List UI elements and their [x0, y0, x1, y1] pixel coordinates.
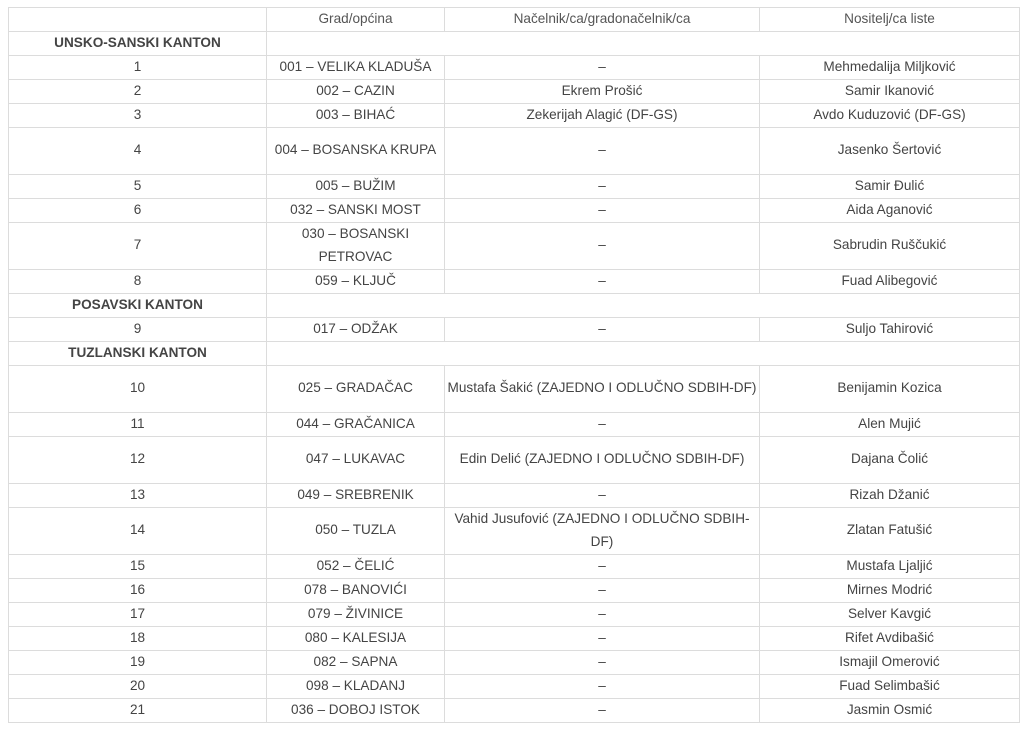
row-number: 15	[9, 554, 267, 578]
list-holder-cell: Samir Ikanović	[760, 79, 1020, 103]
municipality-cell: 001 – VELIKA KLADUŠA	[267, 55, 445, 79]
mayor-cell: –	[445, 198, 760, 222]
table-row	[9, 436, 1020, 483]
list-holder-cell: Alen Mujić	[760, 412, 1020, 436]
municipality-cell: 036 – DOBOJ ISTOK	[267, 698, 445, 722]
table-row	[9, 365, 1020, 412]
table-row	[9, 626, 1020, 650]
municipality-cell: 017 – ODŽAK	[267, 317, 445, 341]
row-number: 16	[9, 578, 267, 602]
candidates-table	[8, 7, 1020, 723]
section-row	[9, 341, 1020, 365]
table-body	[9, 31, 1020, 722]
section-row	[9, 293, 1020, 317]
row-number: 3	[9, 103, 267, 127]
list-holder-cell: Sabrudin Ruščukić	[760, 222, 1020, 269]
row-number: 14	[9, 507, 267, 554]
list-holder-cell: Rifet Avdibašić	[760, 626, 1020, 650]
table-row	[9, 507, 1020, 554]
table-row	[9, 602, 1020, 626]
list-holder-cell: Jasenko Šertović	[760, 127, 1020, 174]
row-number: 10	[9, 365, 267, 412]
section-spacer	[267, 293, 1020, 317]
municipality-cell: 025 – GRADAČAC	[267, 365, 445, 412]
list-holder-cell: Ismajil Omerović	[760, 650, 1020, 674]
list-holder-cell: Mehmedalija Miljković	[760, 55, 1020, 79]
mayor-cell: –	[445, 127, 760, 174]
mayor-cell: –	[445, 602, 760, 626]
list-holder-cell: Fuad Alibegović	[760, 269, 1020, 293]
header-mayor: Načelnik/ca/gradonačelnik/ca	[445, 8, 760, 32]
table-row	[9, 103, 1020, 127]
section-title: UNSKO-SANSKI KANTON	[9, 31, 267, 55]
table-row	[9, 198, 1020, 222]
municipality-cell: 052 – ČELIĆ	[267, 554, 445, 578]
municipality-cell: 002 – CAZIN	[267, 79, 445, 103]
row-number: 2	[9, 79, 267, 103]
municipality-cell: 003 – BIHAĆ	[267, 103, 445, 127]
municipality-cell: 059 – KLJUČ	[267, 269, 445, 293]
row-number: 17	[9, 602, 267, 626]
list-holder-cell: Aida Aganović	[760, 198, 1020, 222]
mayor-cell: –	[445, 483, 760, 507]
row-number: 12	[9, 436, 267, 483]
row-number: 21	[9, 698, 267, 722]
municipality-cell: 005 – BUŽIM	[267, 174, 445, 198]
municipality-cell: 080 – KALESIJA	[267, 626, 445, 650]
list-holder-cell: Avdo Kuduzović (DF-GS)	[760, 103, 1020, 127]
municipality-cell: 004 – BOSANSKA KRUPA	[267, 127, 445, 174]
section-title: TUZLANSKI KANTON	[9, 341, 267, 365]
table-row	[9, 79, 1020, 103]
mayor-cell: Edin Delić (ZAJEDNO I ODLUČNO SDBIH-DF)	[445, 436, 760, 483]
row-number: 13	[9, 483, 267, 507]
row-number: 7	[9, 222, 267, 269]
header-number	[9, 8, 267, 32]
municipality-cell: 044 – GRAČANICA	[267, 412, 445, 436]
municipality-cell: 082 – SAPNA	[267, 650, 445, 674]
section-spacer	[267, 31, 1020, 55]
mayor-cell: –	[445, 650, 760, 674]
list-holder-cell: Mustafa Ljaljić	[760, 554, 1020, 578]
header-list-holder: Nositelj/ca liste	[760, 8, 1020, 32]
mayor-cell: –	[445, 674, 760, 698]
header-row	[9, 8, 1020, 32]
list-holder-cell: Benijamin Kozica	[760, 365, 1020, 412]
row-number: 20	[9, 674, 267, 698]
table-row	[9, 317, 1020, 341]
mayor-cell: Mustafa Šakić (ZAJEDNO I ODLUČNO SDBIH-DF)	[445, 365, 760, 412]
list-holder-cell: Jasmin Osmić	[760, 698, 1020, 722]
row-number: 6	[9, 198, 267, 222]
table-row	[9, 674, 1020, 698]
list-holder-cell: Suljo Tahirović	[760, 317, 1020, 341]
mayor-cell: Ekrem Prošić	[445, 79, 760, 103]
row-number: 9	[9, 317, 267, 341]
row-number: 1	[9, 55, 267, 79]
table-row	[9, 554, 1020, 578]
list-holder-cell: Dajana Čolić	[760, 436, 1020, 483]
mayor-cell: –	[445, 554, 760, 578]
table-row	[9, 698, 1020, 722]
row-number: 11	[9, 412, 267, 436]
list-holder-cell: Samir Đulić	[760, 174, 1020, 198]
mayor-cell: –	[445, 578, 760, 602]
mayor-cell: –	[445, 317, 760, 341]
municipality-cell: 049 – SREBRENIK	[267, 483, 445, 507]
mayor-cell: –	[445, 222, 760, 269]
municipality-cell: 050 – TUZLA	[267, 507, 445, 554]
municipality-cell: 079 – ŽIVINICE	[267, 602, 445, 626]
section-row	[9, 31, 1020, 55]
table-row	[9, 483, 1020, 507]
list-holder-cell: Rizah Džanić	[760, 483, 1020, 507]
row-number: 18	[9, 626, 267, 650]
table-row	[9, 127, 1020, 174]
row-number: 5	[9, 174, 267, 198]
mayor-cell: Zekerijah Alagić (DF-GS)	[445, 103, 760, 127]
municipality-cell: 032 – SANSKI MOST	[267, 198, 445, 222]
list-holder-cell: Mirnes Modrić	[760, 578, 1020, 602]
list-holder-cell: Fuad Selimbašić	[760, 674, 1020, 698]
row-number: 4	[9, 127, 267, 174]
section-title: POSAVSKI KANTON	[9, 293, 267, 317]
table-row	[9, 650, 1020, 674]
mayor-cell: –	[445, 269, 760, 293]
table-row	[9, 578, 1020, 602]
section-spacer	[267, 341, 1020, 365]
mayor-cell: –	[445, 174, 760, 198]
row-number: 8	[9, 269, 267, 293]
table-row	[9, 269, 1020, 293]
list-holder-cell: Zlatan Fatušić	[760, 507, 1020, 554]
municipality-cell: 030 – BOSANSKI PETROVAC	[267, 222, 445, 269]
table-row	[9, 174, 1020, 198]
row-number: 19	[9, 650, 267, 674]
table-row	[9, 412, 1020, 436]
list-holder-cell: Selver Kavgić	[760, 602, 1020, 626]
mayor-cell: –	[445, 55, 760, 79]
mayor-cell: Vahid Jusufović (ZAJEDNO I ODLUČNO SDBIH-DF)	[445, 507, 760, 554]
mayor-cell: –	[445, 626, 760, 650]
table-row	[9, 222, 1020, 269]
municipality-cell: 098 – KLADANJ	[267, 674, 445, 698]
municipality-cell: 078 – BANOVIĆI	[267, 578, 445, 602]
mayor-cell: –	[445, 698, 760, 722]
table-row	[9, 55, 1020, 79]
header-municipality: Grad/općina	[267, 8, 445, 32]
mayor-cell: –	[445, 412, 760, 436]
municipality-cell: 047 – LUKAVAC	[267, 436, 445, 483]
